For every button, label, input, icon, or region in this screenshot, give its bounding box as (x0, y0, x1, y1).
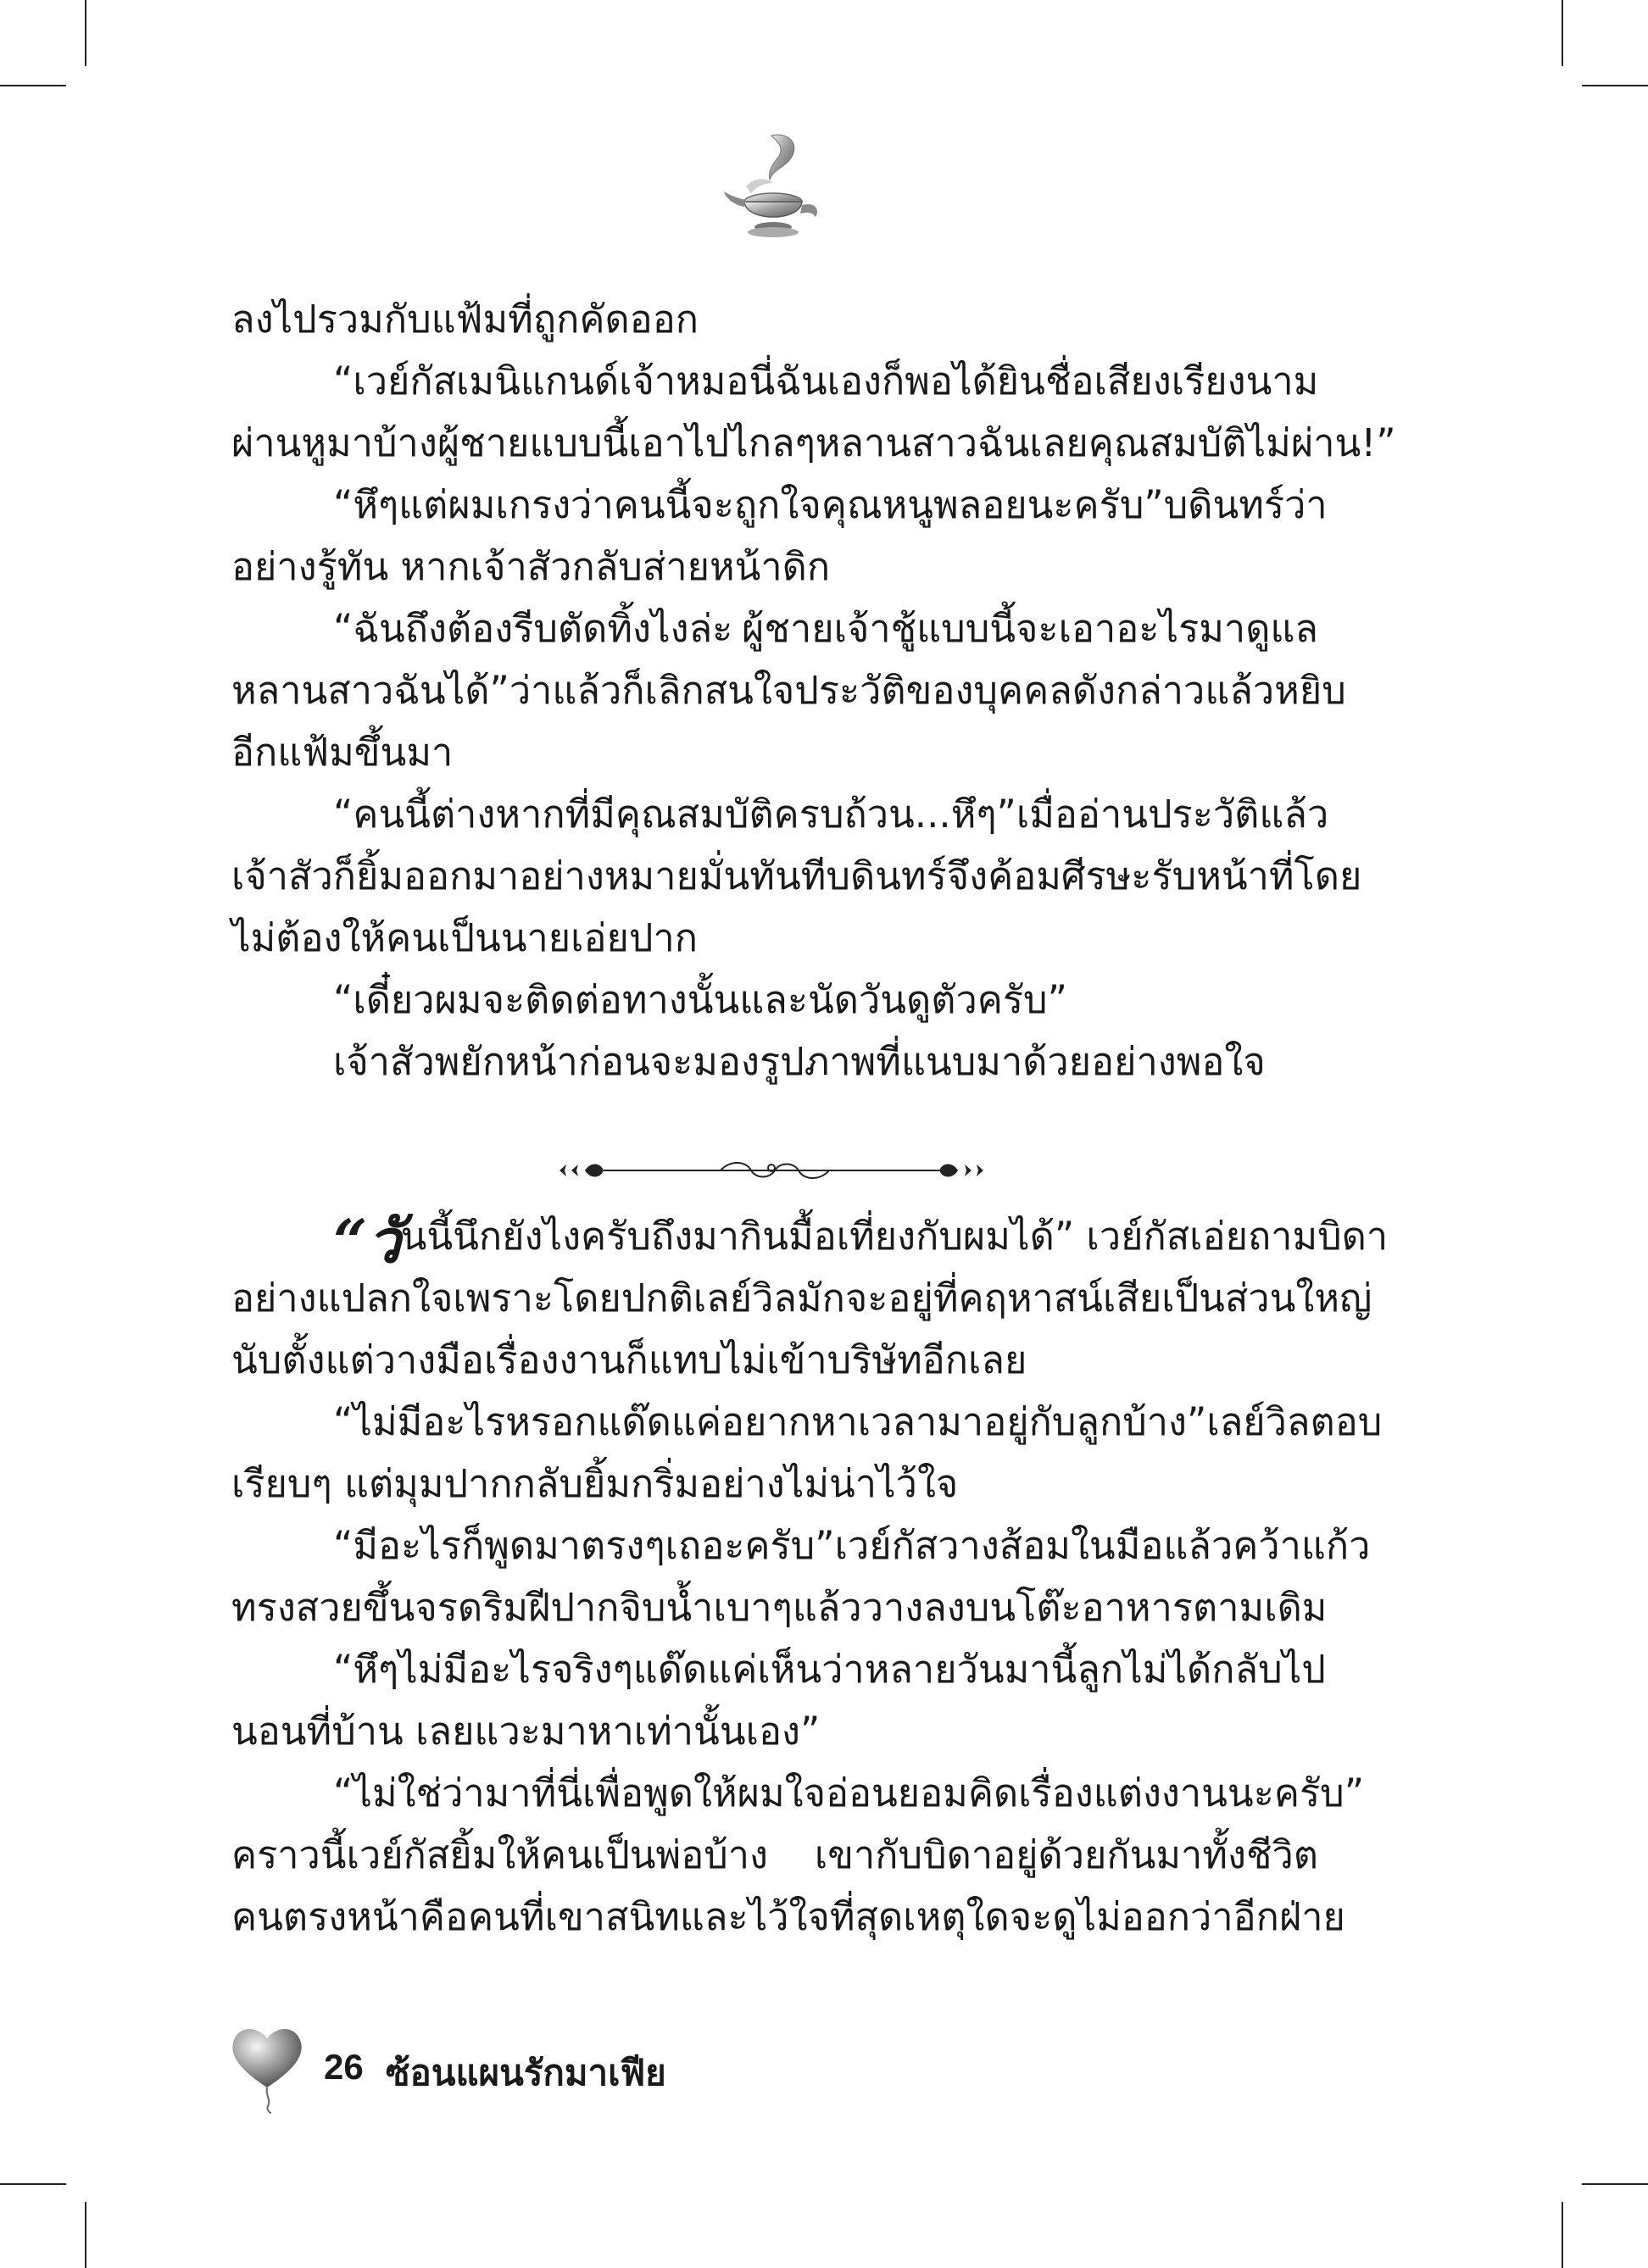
scene-divider-ornament (551, 1149, 992, 1192)
body-text-section-1 (231, 288, 1396, 1092)
text-line: เจ้าสัวพยักหน้าก่อนจะมองรูปภาพที่แนบมาด้วยอย่างพอใจ (333, 1039, 1266, 1084)
text-line: นับตั้งแต่วางมือเรื่องงานก็แทบไม่เข้าบริษัทอีกเลย (231, 1337, 1027, 1382)
word: ทรงสวยขึ้นจรดริมฝีปาก (231, 1585, 620, 1630)
text-line (231, 474, 1328, 536)
text-line: ลงไปรวมกับแฟ้มที่ถูกคัดออก (231, 297, 699, 342)
body-text-section-2 (231, 1195, 1389, 1948)
running-footer-book-title: ซ้อนแผนรักมาเฟีย (386, 2052, 666, 2093)
text-line (231, 350, 1318, 412)
crop-mark (1562, 0, 1563, 66)
word: “มีอะไรก็พูดมาตรงๆ (333, 1523, 665, 1568)
crop-mark (1582, 85, 1648, 86)
word: อย่างแปลกใจ (231, 1276, 454, 1320)
page-number: 26 (324, 2047, 364, 2087)
text-line: เรียบๆ แต่มุมปากกลับยิ้มกริ่มอย่างไม่น่าไว้ใจ (231, 1461, 959, 1506)
word: ว่าแล้วก็เลิกสนใจประวัติของบุคคลดังกล่าวแล้วหยิบ (509, 668, 1346, 713)
text-line (231, 1391, 1383, 1453)
word: “เวย์กัส (333, 359, 457, 403)
text-line (231, 1824, 1318, 1886)
text-line: นอนที่บ้าน เลยแวะมาหาเท่านั้นเอง” (231, 1709, 821, 1754)
word: เจ้าหมอนี่ฉันเองก็พอได้ยินชื่อเสียงเรียงนาม (619, 359, 1319, 403)
page-footer (229, 2021, 992, 2123)
word: เมื่ออ่านประวัติแล้ว (1016, 792, 1329, 837)
word: จิบน้ำเบาๆ (619, 1585, 793, 1630)
word: “ไม่มีอะไรหรอก (333, 1399, 598, 1444)
word: หลานสาวฉันได้” (231, 668, 509, 713)
text-line (231, 1515, 1371, 1576)
crop-mark (0, 85, 66, 86)
teapot-ornament-icon (721, 127, 831, 246)
word: แต่ผมเกรงว่าคนนี้จะถูกใจคุณหนูพลอยนะครับ” (398, 482, 1164, 527)
text-line (231, 1886, 1345, 1948)
text-line: อย่างรู้ทัน หากเจ้าสัวกลับส่ายหน้าดิก (231, 544, 831, 589)
word: แด๊ดแค่เห็นว่าหลายวันมานี้ลูกไม่ได้กลับไป (632, 1647, 1326, 1692)
word: ไม่มีอะไรจริงๆ (398, 1647, 633, 1692)
word: “หึๆ (333, 1647, 399, 1692)
word: แล้ววางลงบนโต๊ะอาหารตามเดิม (792, 1585, 1328, 1630)
text-line (231, 598, 1318, 659)
crop-mark (85, 0, 86, 66)
word: คนตรงหน้าคือคนที่เขาสนิทและไว้ใจที่สุด (231, 1894, 904, 1939)
text-line: “วั นนี้นึกยังไงครับถึงมากินมื้อเที่ยงกับผมได้” เวย์กัสเอ่ยถามบิดา (333, 1206, 1389, 1276)
word: แด๊ดแค่อยากหาเวลามาอยู่กับลูกบ้าง” (597, 1399, 1207, 1444)
word: ผ่านหูมาบ้าง (231, 420, 437, 465)
word: เจ้าสัวก็ยิ้มออกมาอย่างหมายมั่นทันที (231, 853, 827, 898)
text-line: “ไม่ใช่ว่ามาที่นี่เพื่อพูดให้ผมใจอ่อนยอมคิดเรื่องแต่งงานนะครับ” (333, 1770, 1365, 1815)
text-line (231, 412, 1396, 474)
crop-mark (1562, 2202, 1563, 2268)
text-line: “เดี๋ยวผมจะติดต่อทางนั้นและนัดวันดูตัวครับ” (333, 977, 1067, 1022)
crop-mark (85, 2202, 86, 2268)
crop-mark (1582, 2183, 1648, 2185)
word: “คนนี้ต่างหากที่มีคุณสมบัติครบถ้วน...หึๆ” (333, 792, 1016, 837)
text-line: อีกแฟ้มขึ้นมา (231, 730, 454, 775)
text-line (231, 845, 1362, 907)
word: “หึๆ (333, 482, 399, 527)
word: ผู้ชายแบบนี้เอาไปไกลๆ (437, 420, 816, 465)
word: เลย์วิลตอบ (1206, 1399, 1383, 1444)
word: เถอะครับ” (665, 1523, 835, 1568)
word: บดินทร์ว่า (1163, 482, 1328, 527)
text-line: ไม่ต้องให้คนเป็นนายเอ่ยปาก (231, 915, 698, 960)
word: “ฉันถึงต้องรีบตัดทิ้งไงล่ะ (333, 606, 733, 651)
word: เขากับบิดาอยู่ด้วยกันมาทั้งชีวิต (814, 1832, 1318, 1877)
word: คุณสมบัติไม่ผ่าน!” (1088, 420, 1396, 465)
text-line (231, 1576, 1328, 1638)
heart-balloon-icon (229, 2021, 305, 2115)
drop-cap: “วั (333, 1206, 401, 1276)
text-line (231, 1638, 1326, 1700)
word: เหตุใดจะดูไม่ออกว่าอีกฝ่าย (903, 1894, 1345, 1939)
word: เพราะโดยปกติเลย์วิลมักจะอยู่ที่คฤหาสน์เสียเป็นส่วนใหญ่ (453, 1276, 1372, 1320)
word: คราวนี้เวย์กัสยิ้มให้คนเป็นพ่อบ้าง (231, 1832, 769, 1877)
word: บดินทร์จึงค้อมศีรษะรับหน้าที่โดย (826, 853, 1362, 898)
word: เวย์กัสวางส้อมในมือแล้วคว้าแก้ว (834, 1523, 1371, 1568)
text-line (231, 1267, 1372, 1329)
text-line (231, 659, 1346, 721)
word: หลานสาวฉันเลย (815, 420, 1088, 465)
crop-mark (0, 2183, 66, 2185)
word: ผู้ชายเจ้าชู้แบบนี้จะเอาอะไรมาดูแล (742, 606, 1318, 651)
text-line (231, 783, 1329, 845)
word: เมนิแกนด์ (456, 359, 620, 403)
